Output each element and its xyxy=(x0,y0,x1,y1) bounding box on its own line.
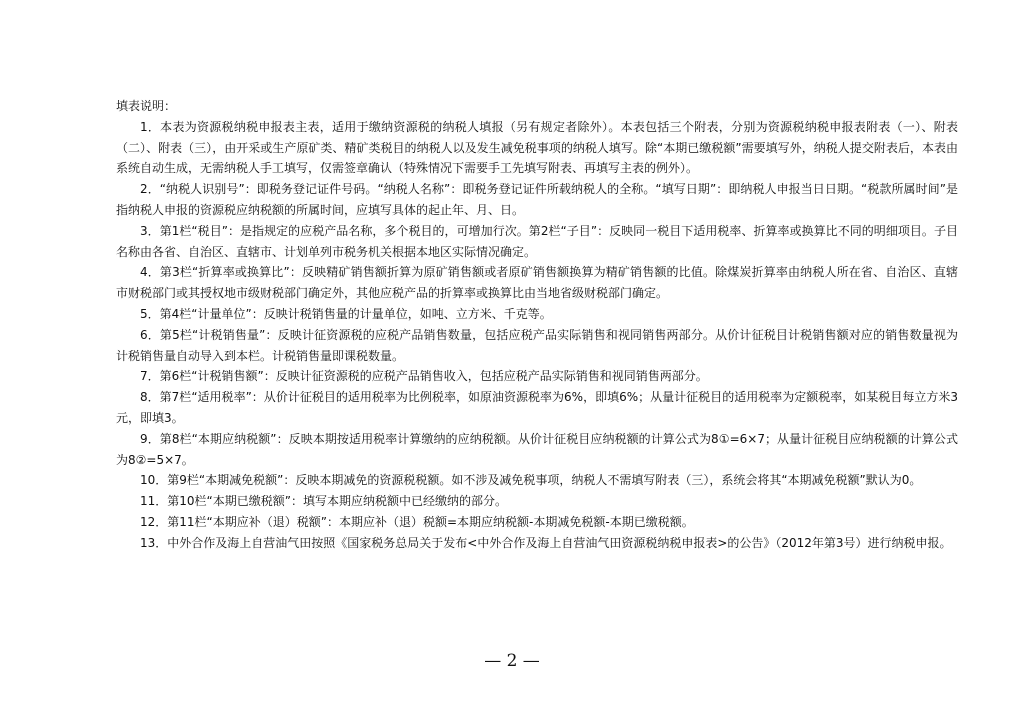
instruction-item-9: 9．第8栏“本期应纳税额”：反映本期按适用税率计算缴纳的应纳税额。从价计征税目应纳税额的计算公式为8①=6×7；从量计征税目应纳税额的计算公式为8②=5×7。 xyxy=(116,431,958,467)
instruction-item-1: 1．本表为资源税纳税申报表主表，适用于缴纳资源税的纳税人填报（另有规定者除外）。本表包括三个附表，分别为资源税纳税申报表附表（一）、附表（二）、附表（三），由开采或生产原矿类、精矿类税目的纳税人以及发生减免税事项的纳税人填写。除“本期已缴税额”需要填写外，纳税人提交附表后，本表由系统自动生成，无需纳税人手工填写，仅需签章确认（特殊情况下需要手工先填写附表、再填写主表的例外）。 xyxy=(116,119,958,176)
instruction-item-3: 3．第1栏“税目”：是指规定的应税产品名称，多个税目的，可增加行次。第2栏“子目”：反映同一税目下适用税率、折算率或换算比不同的明细项目。子目名称由各省、自治区、直辖市、计划单列市税务机关根据本地区实际情况确定。 xyxy=(116,223,958,259)
instruction-item-13: 13．中外合作及海上自营油气田按照《国家税务总局关于发布<中外合作及海上自营油气田资源税纳税申报表>的公告》（2012年第3号）进行纳税申报。 xyxy=(140,535,952,550)
instruction-item-5: 5．第4栏“计量单位”：反映计税销售量的计量单位，如吨、立方米、千克等。 xyxy=(140,306,552,321)
instruction-item-8: 8．第7栏“适用税率”：从价计征税目的适用税率为比例税率，如原油资源税率为6%，即填6%；从量计征税目的适用税率为定额税率，如某税目每立方米3元，即填3。 xyxy=(116,390,958,425)
instruction-item-2: 2．“纳税人识别号”：即税务登记证件号码。“纳税人名称”：即税务登记证件所载纳税人的全称。“填写日期”：即纳税人申报当日日期。“税款所属时间”是指纳税人申报的资源税应纳税额的所属时间，应填写具体的起止年、月、日。 xyxy=(116,182,958,217)
instruction-item-4: 4．第3栏“折算率或换算比”：反映精矿销售额折算为原矿销售额或者原矿销售额换算为精矿销售额的比值。除煤炭折算率由纳税人所在省、自治区、直辖市财税部门或其授权地市级财税部门确定外，其他应税产品的折算率或换算比由当地省级财税部门确定。 xyxy=(116,265,958,301)
instruction-item-11: 11．第10栏“本期已缴税额”：填写本期应纳税额中已经缴纳的部分。 xyxy=(140,494,507,509)
instruction-item-10: 10．第9栏“本期减免税额”：反映本期减免的资源税税额。如不涉及减免税事项，纳税人不需填写附表（三），系统会将其“本期减免税额”默认为0。 xyxy=(140,473,922,488)
instruction-item-7: 7．第6栏“计税销售额”：反映计征资源税的应税产品销售收入，包括应税产品实际销售和视同销售两部分。 xyxy=(140,369,708,384)
instructions-heading: 填表说明： xyxy=(116,99,177,113)
instruction-item-12: 12．第11栏“本期应补（退）税额”：本期应补（退）税额=本期应纳税额-本期减免税额-本期已缴税额。 xyxy=(140,514,694,529)
instructions-section xyxy=(116,96,958,554)
instruction-item-6: 6．第5栏“计税销售量”：反映计征资源税的应税产品销售数量，包括应税产品实际销售和视同销售两部分。从价计征税目计税销售额对应的销售数量视为计税销售量自动导入到本栏。计税销售量即课税数量。 xyxy=(116,327,958,363)
page-number: — 2 — xyxy=(484,651,540,671)
